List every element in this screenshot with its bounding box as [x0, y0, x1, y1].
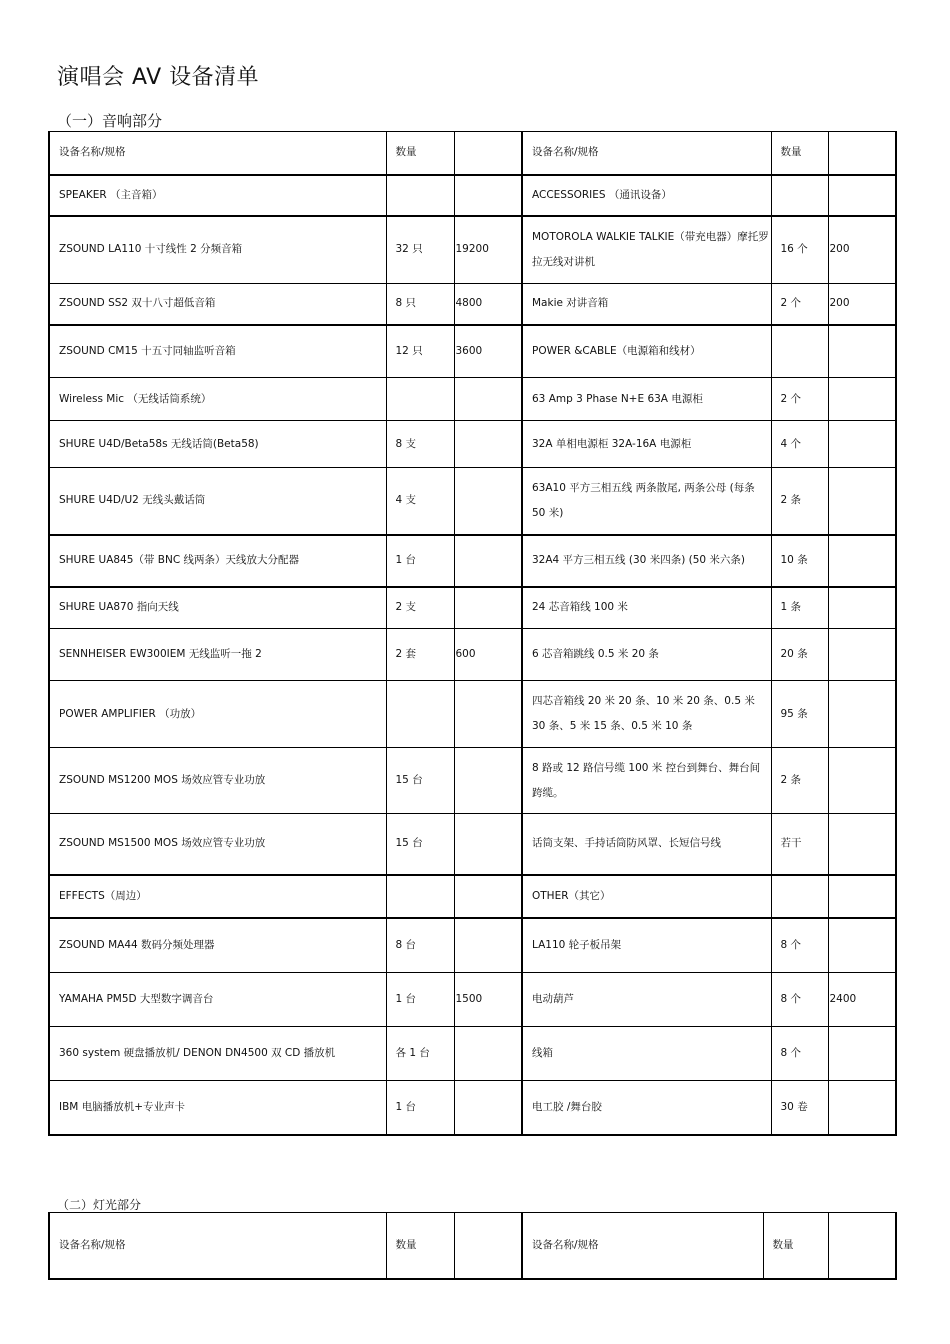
left-qty-cell: 1 台: [386, 973, 454, 1027]
right-name-cell: 32A 单相电源柜 32A-16A 电源柜: [522, 421, 771, 468]
right-qty-cell: 20 条: [771, 629, 828, 681]
left-qty-cell: 12 只: [386, 325, 454, 378]
left-qty-cell: 32 只: [386, 216, 454, 284]
section-audio-heading: （一）音响部分: [57, 112, 163, 130]
right-qty-cell: 10 条: [771, 535, 828, 587]
table-row: [49, 284, 896, 325]
left-value-cell: [454, 1027, 522, 1081]
table-row: [49, 468, 896, 535]
left-value-cell: [454, 814, 522, 875]
left-name-cell: IBM 电脑播放机+专业声卡: [49, 1081, 386, 1135]
left-value-cell: 19200: [454, 216, 522, 284]
right-name-cell: POWER &CABLE（电源箱和线材）: [522, 325, 771, 378]
table-row: [49, 973, 896, 1027]
right-name-cell: 电工胶 /舞台胶: [522, 1081, 771, 1135]
left-qty-cell: 1 台: [386, 535, 454, 587]
left-name-cell: SHURE UA870 指向天线: [49, 587, 386, 629]
left-name-cell: ZSOUND LA110 十寸线性 2 分频音箱: [49, 216, 386, 284]
left-value-cell: 3600: [454, 325, 522, 378]
right-name-cell: ACCESSORIES （通讯设备）: [522, 175, 771, 216]
left-qty-cell: 15 台: [386, 748, 454, 814]
left-qty-cell: [386, 378, 454, 421]
left-value-cell: 600: [454, 629, 522, 681]
left-value-cell: [454, 378, 522, 421]
table-row: [49, 875, 896, 918]
left-value-cell: [454, 918, 522, 973]
left-value-cell: [454, 468, 522, 535]
right-value-cell: [828, 132, 896, 175]
table-row: [49, 216, 896, 284]
table-row: [49, 629, 896, 681]
right-value-cell: [828, 681, 896, 748]
left-name-cell: YAMAHA PM5D 大型数字调音台: [49, 973, 386, 1027]
right-name-cell: 63A10 平方三相五线 两条散尾, 两条公母 (每条 50 米): [522, 468, 771, 535]
right-qty-cell: 8 个: [771, 918, 828, 973]
left-qty-cell: 8 台: [386, 918, 454, 973]
left-name-cell: ZSOUND MS1200 MOS 场效应管专业功放: [49, 748, 386, 814]
right-value-cell: [828, 421, 896, 468]
left-qty-cell: 15 台: [386, 814, 454, 875]
right-value-cell: [828, 814, 896, 875]
right-qty-cell: [771, 875, 828, 918]
left-value-cell: [454, 875, 522, 918]
left-name-cell: ZSOUND MA44 数码分频处理器: [49, 918, 386, 973]
right-value-cell: [828, 629, 896, 681]
right-name-cell: 四芯音箱线 20 米 20 条、10 米 20 条、0.5 米 30 条、5 米 15 条、0.5 米 10 条: [522, 681, 771, 748]
table-header-row: [49, 1213, 896, 1279]
right-value-cell: [828, 587, 896, 629]
right-value-cell: [828, 1213, 896, 1279]
left-name-cell: 设备名称/规格: [49, 132, 386, 175]
right-name-cell: 话筒支架、手持话筒防风罩、长短信号线: [522, 814, 771, 875]
table-row: [49, 814, 896, 875]
left-qty-cell: 数量: [386, 1213, 454, 1279]
right-qty-cell: 数量: [763, 1213, 828, 1279]
left-name-cell: SENNHEISER EW300IEM 无线监听一拖 2: [49, 629, 386, 681]
table-row: [49, 587, 896, 629]
right-value-cell: [828, 748, 896, 814]
right-value-cell: [828, 1081, 896, 1135]
right-qty-cell: 2 条: [771, 748, 828, 814]
left-value-cell: 4800: [454, 284, 522, 325]
right-qty-cell: 2 条: [771, 468, 828, 535]
right-qty-cell: 95 条: [771, 681, 828, 748]
right-qty-cell: 4 个: [771, 421, 828, 468]
left-value-cell: [454, 1081, 522, 1135]
right-value-cell: [828, 1027, 896, 1081]
right-value-cell: 200: [828, 216, 896, 284]
right-name-cell: 8 路或 12 路信号缆 100 米 控台到舞台、舞台间跨缆。: [522, 748, 771, 814]
right-name-cell: 设备名称/规格: [522, 132, 771, 175]
right-qty-cell: 2 个: [771, 378, 828, 421]
lighting-equipment-table: [48, 1212, 897, 1280]
left-name-cell: ZSOUND CM15 十五寸同轴监听音箱: [49, 325, 386, 378]
left-qty-cell: [386, 175, 454, 216]
left-name-cell: ZSOUND SS2 双十八寸超低音箱: [49, 284, 386, 325]
left-qty-cell: [386, 681, 454, 748]
left-qty-cell: 数量: [386, 132, 454, 175]
left-name-cell: SHURE U4D/U2 无线头戴话筒: [49, 468, 386, 535]
left-name-cell: SHURE U4D/Beta58s 无线话筒(Beta58): [49, 421, 386, 468]
left-value-cell: [454, 681, 522, 748]
section-lighting-heading: （二）灯光部分: [57, 1198, 142, 1212]
left-name-cell: POWER AMPLIFIER （功放）: [49, 681, 386, 748]
table-row: [49, 681, 896, 748]
right-name-cell: 32A4 平方三相五线 (30 米四条) (50 米六条): [522, 535, 771, 587]
left-value-cell: [454, 421, 522, 468]
right-value-cell: [828, 468, 896, 535]
table-header-row: [49, 132, 896, 175]
left-qty-cell: [386, 875, 454, 918]
left-qty-cell: 2 套: [386, 629, 454, 681]
right-value-cell: [828, 175, 896, 216]
table-row: [49, 175, 896, 216]
left-qty-cell: 2 支: [386, 587, 454, 629]
left-qty-cell: 4 支: [386, 468, 454, 535]
left-name-cell: 设备名称/规格: [49, 1213, 386, 1279]
right-qty-cell: 数量: [771, 132, 828, 175]
right-qty-cell: 30 卷: [771, 1081, 828, 1135]
table-row: [49, 535, 896, 587]
right-name-cell: MOTOROLA WALKIE TALKIE（带充电器）摩托罗拉无线对讲机: [522, 216, 771, 284]
right-qty-cell: [771, 175, 828, 216]
left-name-cell: ZSOUND MS1500 MOS 场效应管专业功放: [49, 814, 386, 875]
right-value-cell: [828, 875, 896, 918]
right-name-cell: LA110 轮子板吊架: [522, 918, 771, 973]
right-qty-cell: [771, 325, 828, 378]
left-value-cell: [454, 175, 522, 216]
right-value-cell: 2400: [828, 973, 896, 1027]
right-value-cell: 200: [828, 284, 896, 325]
right-qty-cell: 8 个: [771, 1027, 828, 1081]
page-title: 演唱会 AV 设备清单: [57, 65, 260, 90]
table-row: [49, 748, 896, 814]
right-value-cell: [828, 325, 896, 378]
left-qty-cell: 1 台: [386, 1081, 454, 1135]
right-qty-cell: 若干: [771, 814, 828, 875]
left-value-cell: [454, 535, 522, 587]
right-name-cell: 线箱: [522, 1027, 771, 1081]
left-qty-cell: 8 只: [386, 284, 454, 325]
right-name-cell: 设备名称/规格: [522, 1213, 763, 1279]
left-value-cell: [454, 132, 522, 175]
right-qty-cell: 16 个: [771, 216, 828, 284]
left-name-cell: Wireless Mic （无线话筒系统）: [49, 378, 386, 421]
left-value-cell: [454, 748, 522, 814]
right-qty-cell: 1 条: [771, 587, 828, 629]
right-name-cell: 24 芯音箱线 100 米: [522, 587, 771, 629]
right-value-cell: [828, 378, 896, 421]
left-value-cell: [454, 1213, 522, 1279]
right-value-cell: [828, 918, 896, 973]
right-name-cell: 6 芯音箱跳线 0.5 米 20 条: [522, 629, 771, 681]
right-qty-cell: 2 个: [771, 284, 828, 325]
left-qty-cell: 8 支: [386, 421, 454, 468]
right-name-cell: 电动葫芦: [522, 973, 771, 1027]
left-qty-cell: 各 1 台: [386, 1027, 454, 1081]
audio-equipment-table: [48, 131, 897, 1136]
right-name-cell: OTHER（其它）: [522, 875, 771, 918]
left-value-cell: [454, 587, 522, 629]
left-name-cell: 360 system 硬盘播放机/ DENON DN4500 双 CD 播放机: [49, 1027, 386, 1081]
right-name-cell: 63 Amp 3 Phase N+E 63A 电源柜: [522, 378, 771, 421]
table-row: [49, 378, 896, 421]
left-name-cell: SHURE UA845（带 BNC 线两条）天线放大分配器: [49, 535, 386, 587]
left-name-cell: EFFECTS（周边）: [49, 875, 386, 918]
right-name-cell: Makie 对讲音箱: [522, 284, 771, 325]
left-name-cell: SPEAKER （主音箱）: [49, 175, 386, 216]
table-row: [49, 918, 896, 973]
table-row: [49, 421, 896, 468]
left-value-cell: 1500: [454, 973, 522, 1027]
table-row: [49, 325, 896, 378]
table-row: [49, 1081, 896, 1135]
right-value-cell: [828, 535, 896, 587]
table-row: [49, 1027, 896, 1081]
right-qty-cell: 8 个: [771, 973, 828, 1027]
